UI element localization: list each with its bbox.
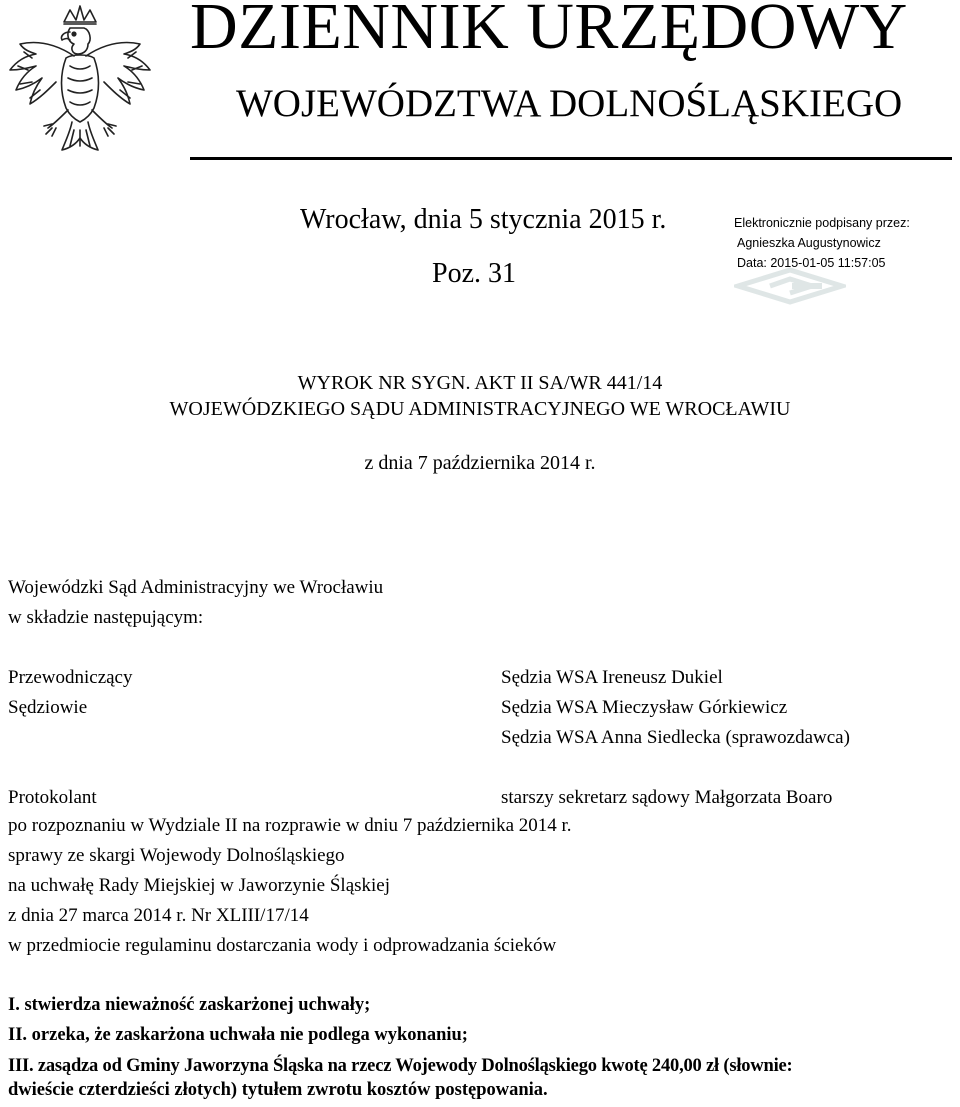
polish-eagle-emblem-icon [0,0,160,160]
header-divider [190,157,952,160]
composition-intro: w składzie następującym: [8,607,204,628]
ruling-date: z dnia 7 października 2014 r. [364,452,596,474]
case-line: w przedmiocie regulaminu dostarczania wody i odprowadzania ścieków [8,935,557,956]
presiding-name: Sędzia WSA Ireneusz Dukiel [501,667,723,688]
publication-date: Wrocław, dnia 5 stycznia 2015 r. [300,204,667,235]
e-signature-logo-icon [734,266,846,306]
judge-name: Sędzia WSA Anna Siedlecka (sprawozdawca) [501,727,850,748]
court-line: Wojewódzki Sąd Administracyjny we Wrocławiu [8,577,384,598]
journal-title: DZIENNIK URZĘDOWY [190,0,908,63]
ruling-item: II. orzeka, że zaskarżona uchwała nie podlega wykonaniu; [8,1025,468,1045]
case-line: z dnia 27 marca 2014 r. Nr XLIII/17/14 [8,905,309,926]
case-line: sprawy ze skargi Wojewody Dolnośląskiego [8,845,345,866]
court-heading: WOJEWÓDZKIEGO SĄDU ADMINISTRACYJNEGO WE WROCŁAWIU [169,398,791,420]
clerk-name: starszy sekretarz sądowy Małgorzata Boaro [501,787,833,808]
signature-label: Elektronicznie podpisany przez: [734,216,910,230]
case-line: na uchwałę Rady Miejskiej w Jaworzynie Śląskiej [8,875,391,896]
presiding-label: Przewodniczący [8,667,133,688]
publication-position: Poz. 31 [432,258,516,289]
signature-date: Data: 2015-01-05 11:57:05 [737,256,886,270]
judges-label: Sędziowie [8,697,88,718]
ruling-item: III. zasądza od Gminy Jaworzyna Śląska na rzecz Wojewody Dolnośląskiego kwotę 240,00 zł (słownie: [8,1056,793,1076]
ruling-heading: WYROK NR SYGN. AKT II SA/WR 441/14 [297,372,663,394]
ruling-item: I. stwierdza nieważność zaskarżonej uchwały; [8,995,371,1015]
signature-signer: Agnieszka Augustynowicz [737,236,881,250]
case-line: po rozpoznaniu w Wydziale II na rozprawie w dniu 7 października 2014 r. [8,815,572,836]
judge-name: Sędzia WSA Mieczysław Górkiewicz [501,697,788,718]
clerk-label: Protokolant [8,787,97,808]
ruling-item-continued: dwieście czterdzieści złotych) tytułem zwrotu kosztów postępowania. [8,1080,548,1100]
journal-subtitle: WOJEWÓDZTWA DOLNOŚLĄSKIEGO [236,82,903,125]
